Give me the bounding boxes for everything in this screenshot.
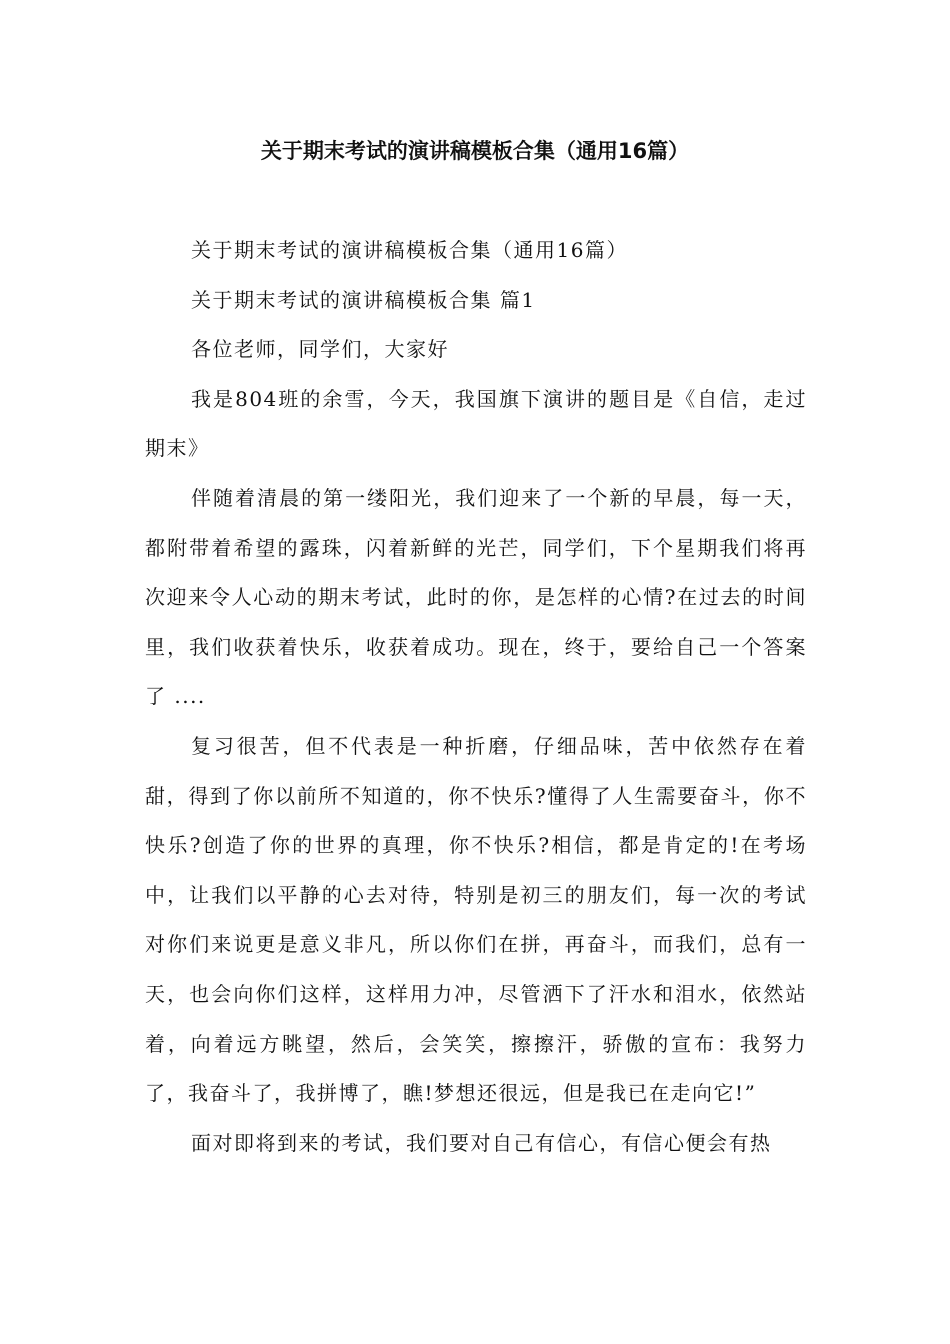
paragraph-body: 伴随着清晨的第一缕阳光，我们迎来了一个新的早晨，每一天，都附带着希望的露珠，闪着新鲜的光芒，同学们，下个星期我们将再次迎来令人心动的期末考试，此时的你，是怎样的心情?在过去的时间里，我们收获着快乐，收获着成功。现在，终于，要给自己一个答案了 .... <box>145 485 807 709</box>
paragraph-heading: 关于期末考试的演讲稿模板合集（通用16篇） <box>191 238 628 262</box>
paragraph-body: 复习很苦，但不代表是一种折磨，仔细品味，苦中依然存在着甜，得到了你以前所不知道的，你不快乐?懂得了人生需要奋斗，你不快乐?创造了你的世界的真理，你不快乐?相信，都是肯定的!在考场中，让我们以平静的心去对待，特别是初三的朋友们，每一次的考试对你们来说更是意义非凡，所以你们在拼，再奋斗，而我们，总有一天，也会向你们这样，这样用力冲，尽管洒下了汗水和泪水，依然站着，向着远方眺望，然后，会笑笑，擦擦汗，骄傲的宣布：我努力了，我奋斗了，我拼博了，瞧!梦想还很远，但是我已在走向它!” <box>145 733 807 1106</box>
document-body <box>145 226 807 1168</box>
paragraph-body: 面对即将到来的考试，我们要对自己有信心，有信心便会有热 <box>191 1130 772 1155</box>
paragraph-intro: 我是804班的余雪，今天，我国旗下演讲的题目是《自信，走过期末》 <box>145 386 807 461</box>
paragraph-section-title: 关于期末考试的演讲稿模板合集 篇1 <box>191 287 536 312</box>
document-title: 关于期末考试的演讲稿模板合集（通用16篇） <box>260 139 690 163</box>
paragraph-greeting: 各位老师，同学们，大家好 <box>191 337 449 362</box>
